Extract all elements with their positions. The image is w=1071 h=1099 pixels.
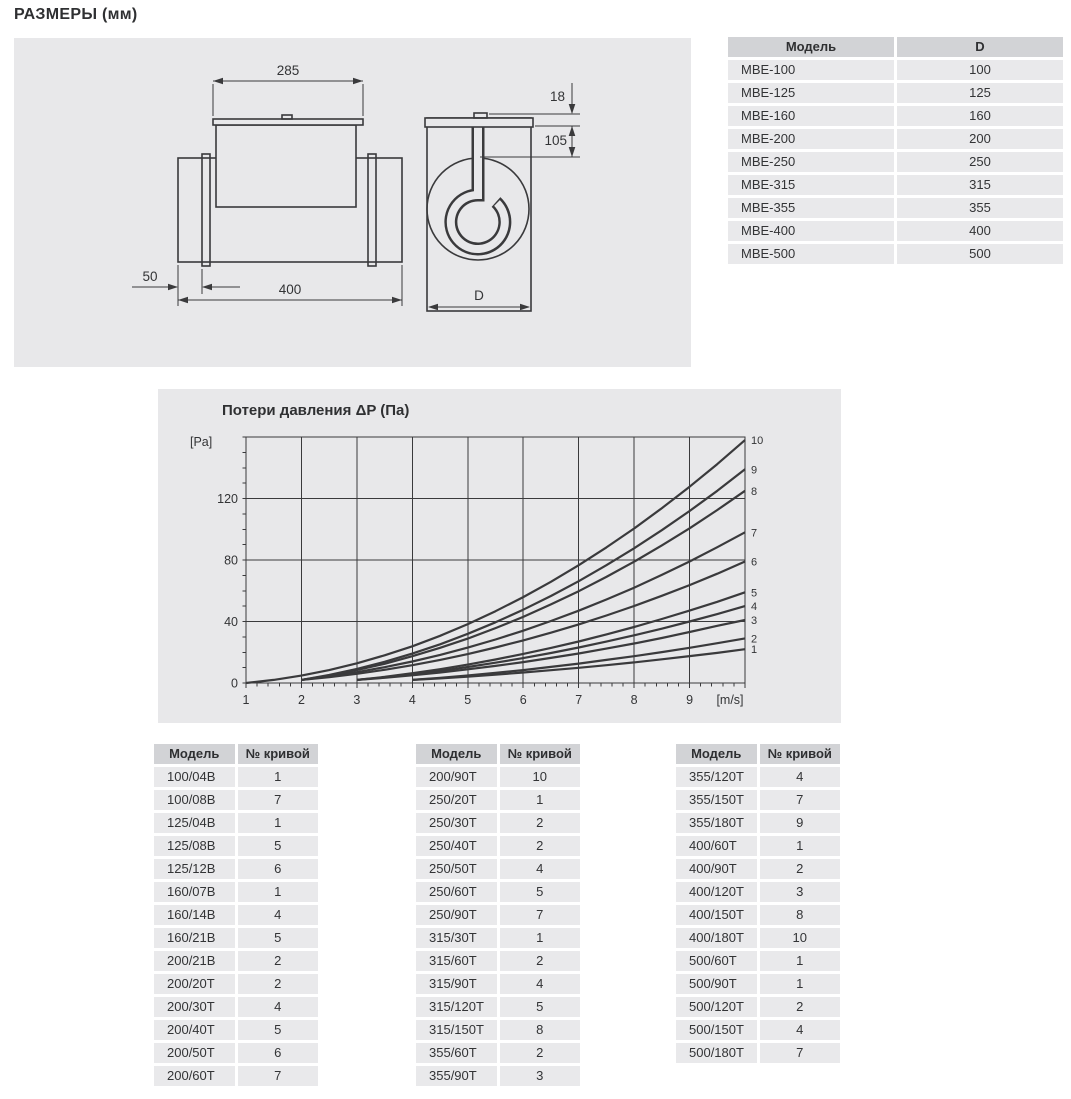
dimension-105 xyxy=(480,126,580,157)
curve-number-cell: 8 xyxy=(500,1020,581,1040)
model-cell: 315/120Т xyxy=(416,997,497,1017)
model-cell: 200/50Т xyxy=(154,1043,235,1063)
table-row xyxy=(416,951,580,971)
table-row xyxy=(676,767,840,787)
x-tick-label: 5 xyxy=(464,693,472,707)
model-cell: 315/150Т xyxy=(416,1020,497,1040)
curve-label-9: 9 xyxy=(751,464,758,477)
model-cell: 200/21В xyxy=(154,951,235,971)
model-cell: 160/07В xyxy=(154,882,235,902)
dim-label-18: 18 xyxy=(549,89,565,104)
x-tick-label: 6 xyxy=(519,693,527,707)
curve-number-cell: 400 xyxy=(897,221,1063,241)
table-row xyxy=(416,974,580,994)
model-cell: 315/90Т xyxy=(416,974,497,994)
table-row xyxy=(676,997,840,1017)
column-header: Модель xyxy=(728,37,894,57)
curve-number-cell: 1 xyxy=(238,882,319,902)
column-header: № кривой xyxy=(238,744,319,764)
model-cell: 355/150Т xyxy=(676,790,757,810)
curve-number-cell: 2 xyxy=(760,997,841,1017)
model-cell: 200/90Т xyxy=(416,767,497,787)
model-cell: 500/150Т xyxy=(676,1020,757,1040)
curve-label-1: 1 xyxy=(751,644,758,657)
curve-table-left xyxy=(151,741,321,1089)
model-cell: МВЕ-355 xyxy=(728,198,894,218)
y-tick-label: 120 xyxy=(217,492,238,506)
curve-number-cell: 2 xyxy=(500,951,581,971)
table-row xyxy=(416,882,580,902)
curve-number-cell: 1 xyxy=(238,813,319,833)
model-cell: МВЕ-200 xyxy=(728,129,894,149)
table-row xyxy=(154,790,318,810)
model-cell: 250/20Т xyxy=(416,790,497,810)
curve-number-cell: 355 xyxy=(897,198,1063,218)
models-dimensions-table xyxy=(725,34,1066,267)
terminal-box xyxy=(216,125,356,207)
model-cell: 355/180Т xyxy=(676,813,757,833)
model-cell: 400/90Т xyxy=(676,859,757,879)
table-row xyxy=(154,859,318,879)
table-row xyxy=(676,859,840,879)
curve-number-cell: 3 xyxy=(500,1066,581,1086)
model-cell: 125/04В xyxy=(154,813,235,833)
end-lid xyxy=(425,118,533,127)
curve-number-cell: 160 xyxy=(897,106,1063,126)
table-row xyxy=(728,106,1063,126)
x-tick-label: 4 xyxy=(408,693,416,707)
dimension-D xyxy=(428,288,530,310)
x-tick-label: 3 xyxy=(353,693,361,707)
pressure-loss-chart xyxy=(158,389,841,723)
model-cell: 315/30Т xyxy=(416,928,497,948)
table-row xyxy=(676,813,840,833)
table-row xyxy=(416,997,580,1017)
model-cell: 500/60Т xyxy=(676,951,757,971)
model-cell: МВЕ-160 xyxy=(728,106,894,126)
dimension-50 xyxy=(132,269,240,294)
curve-number-cell: 200 xyxy=(897,129,1063,149)
curve-number-cell: 10 xyxy=(760,928,841,948)
chart-curve-4 xyxy=(357,606,745,680)
y-tick-label: 80 xyxy=(224,553,238,568)
column-header: Модель xyxy=(416,744,497,764)
data-table xyxy=(151,741,321,1089)
curve-number-cell: 4 xyxy=(238,905,319,925)
curve-table-right xyxy=(673,741,843,1066)
table-row xyxy=(676,790,840,810)
curve-number-cell: 5 xyxy=(238,1020,319,1040)
table-row xyxy=(676,928,840,948)
curve-number-cell: 1 xyxy=(760,951,841,971)
x-axis-unit-label: [m/s] xyxy=(716,693,744,707)
x-tick-label: 7 xyxy=(575,693,583,707)
curve-number-cell: 7 xyxy=(760,790,841,810)
table-row xyxy=(416,859,580,879)
curve-number-cell: 3 xyxy=(760,882,841,902)
model-cell: 250/30Т xyxy=(416,813,497,833)
curve-number-cell: 5 xyxy=(500,997,581,1017)
model-cell: 100/08В xyxy=(154,790,235,810)
table-row xyxy=(416,928,580,948)
flange-ring-left xyxy=(202,154,210,266)
dim-label-285: 285 xyxy=(276,63,300,78)
table-row xyxy=(728,152,1063,172)
curve-label-2: 2 xyxy=(751,633,758,646)
dimensions-drawing-panel xyxy=(14,38,691,367)
model-cell: МВЕ-400 xyxy=(728,221,894,241)
curve-number-cell: 8 xyxy=(760,905,841,925)
curve-number-cell: 500 xyxy=(897,244,1063,264)
table-row xyxy=(728,60,1063,80)
curve-number-cell: 100 xyxy=(897,60,1063,80)
table-row xyxy=(728,221,1063,241)
curve-number-cell: 7 xyxy=(760,1043,841,1063)
x-tick-label: 2 xyxy=(297,693,305,707)
table-row xyxy=(154,767,318,787)
table-row xyxy=(154,836,318,856)
table-row xyxy=(416,813,580,833)
table-row xyxy=(154,997,318,1017)
chart-title: Потери давления ΔP (Па) xyxy=(222,402,410,419)
table-row xyxy=(154,974,318,994)
dim-label-105: 105 xyxy=(544,133,567,148)
table-row xyxy=(728,129,1063,149)
model-cell: 355/90Т xyxy=(416,1066,497,1086)
column-header: № кривой xyxy=(760,744,841,764)
model-cell: 200/40Т xyxy=(154,1020,235,1040)
model-cell: 250/40Т xyxy=(416,836,497,856)
duct-heater-drawing xyxy=(14,38,691,367)
table-row xyxy=(416,905,580,925)
curve-number-cell: 7 xyxy=(238,790,319,810)
data-table xyxy=(725,34,1066,267)
model-cell: 125/12В xyxy=(154,859,235,879)
curve-number-cell: 4 xyxy=(760,1020,841,1040)
model-cell: 400/60Т xyxy=(676,836,757,856)
curve-number-cell: 7 xyxy=(238,1066,319,1086)
model-cell: 250/90Т xyxy=(416,905,497,925)
x-tick-label: 1 xyxy=(242,693,250,707)
model-cell: 125/08В xyxy=(154,836,235,856)
table-row xyxy=(154,951,318,971)
curve-number-cell: 6 xyxy=(238,1043,319,1063)
table-row xyxy=(728,198,1063,218)
curve-number-cell: 4 xyxy=(500,859,581,879)
model-cell: 200/60Т xyxy=(154,1066,235,1086)
curve-number-cell: 1 xyxy=(238,767,319,787)
table-row xyxy=(728,175,1063,195)
model-cell: 250/50Т xyxy=(416,859,497,879)
terminal-box-lid xyxy=(213,119,363,125)
curve-table-middle xyxy=(413,741,583,1089)
column-header: Модель xyxy=(676,744,757,764)
model-cell: 160/14В xyxy=(154,905,235,925)
curve-number-cell: 1 xyxy=(760,974,841,994)
curve-number-cell: 5 xyxy=(500,882,581,902)
model-cell: 315/60Т xyxy=(416,951,497,971)
model-cell: 355/120Т xyxy=(676,767,757,787)
model-cell: 500/120Т xyxy=(676,997,757,1017)
dim-label-50: 50 xyxy=(142,269,158,284)
curve-number-cell: 4 xyxy=(760,767,841,787)
curve-number-cell: 2 xyxy=(760,859,841,879)
curve-label-5: 5 xyxy=(751,587,758,600)
column-header: D xyxy=(897,37,1063,57)
model-cell: 500/180Т xyxy=(676,1043,757,1063)
x-tick-label: 9 xyxy=(686,693,694,707)
model-cell: 500/90Т xyxy=(676,974,757,994)
curve-number-cell: 7 xyxy=(500,905,581,925)
page-title: РАЗМЕРЫ (мм) xyxy=(14,6,138,23)
table-row xyxy=(676,1020,840,1040)
table-row xyxy=(676,951,840,971)
column-header: Модель xyxy=(154,744,235,764)
curve-label-10: 10 xyxy=(751,435,764,448)
curve-number-cell: 1 xyxy=(500,790,581,810)
model-cell: 200/20Т xyxy=(154,974,235,994)
model-cell: 160/21В xyxy=(154,928,235,948)
model-cell: 400/180Т xyxy=(676,928,757,948)
model-cell: МВЕ-315 xyxy=(728,175,894,195)
curve-number-cell: 6 xyxy=(238,859,319,879)
model-cell: 200/30Т xyxy=(154,997,235,1017)
model-cell: МВЕ-100 xyxy=(728,60,894,80)
column-header: № кривой xyxy=(500,744,581,764)
table-row xyxy=(416,1020,580,1040)
table-row xyxy=(676,882,840,902)
curve-number-cell: 2 xyxy=(500,1043,581,1063)
curve-label-3: 3 xyxy=(751,614,758,627)
table-row xyxy=(154,1043,318,1063)
data-table xyxy=(673,741,843,1066)
table-row xyxy=(154,1066,318,1086)
dim-label-400: 400 xyxy=(278,282,302,297)
curve-number-cell: 10 xyxy=(500,767,581,787)
table-row xyxy=(154,1020,318,1040)
curve-number-cell: 1 xyxy=(760,836,841,856)
model-cell: 250/60Т xyxy=(416,882,497,902)
model-cell: 100/04В xyxy=(154,767,235,787)
y-tick-label: 0 xyxy=(231,676,238,691)
end-lid-nub xyxy=(474,113,487,118)
curve-number-cell: 5 xyxy=(238,928,319,948)
curve-label-6: 6 xyxy=(751,556,758,569)
data-table xyxy=(413,741,583,1089)
table-row xyxy=(676,974,840,994)
curve-label-4: 4 xyxy=(751,601,758,614)
table-row xyxy=(676,836,840,856)
table-row xyxy=(154,882,318,902)
table-row xyxy=(676,1043,840,1063)
table-row xyxy=(676,905,840,925)
table-row xyxy=(154,905,318,925)
table-row xyxy=(728,244,1063,264)
model-cell: 400/120Т xyxy=(676,882,757,902)
curve-number-cell: 125 xyxy=(897,83,1063,103)
table-row xyxy=(416,1043,580,1063)
y-axis-unit-label: [Pa] xyxy=(190,435,213,449)
curve-label-7: 7 xyxy=(751,527,758,540)
flange-ring-right xyxy=(368,154,376,266)
lid-nub xyxy=(282,115,292,119)
curve-number-cell: 5 xyxy=(238,836,319,856)
model-cell: 355/60Т xyxy=(416,1043,497,1063)
table-row xyxy=(416,790,580,810)
table-row xyxy=(154,928,318,948)
curve-number-cell: 1 xyxy=(500,928,581,948)
y-tick-label: 40 xyxy=(224,615,238,629)
curve-number-cell: 4 xyxy=(500,974,581,994)
curve-number-cell: 4 xyxy=(238,997,319,1017)
dim-label-D: D xyxy=(474,288,484,303)
x-tick-label: 8 xyxy=(630,693,638,707)
table-row xyxy=(416,1066,580,1086)
model-cell: 400/150Т xyxy=(676,905,757,925)
curve-number-cell: 2 xyxy=(238,974,319,994)
curve-number-cell: 250 xyxy=(897,152,1063,172)
curve-number-cell: 2 xyxy=(500,836,581,856)
table-row xyxy=(416,836,580,856)
dimension-285 xyxy=(213,63,363,116)
table-row xyxy=(728,83,1063,103)
curve-number-cell: 315 xyxy=(897,175,1063,195)
curve-number-cell: 2 xyxy=(500,813,581,833)
model-cell: МВЕ-250 xyxy=(728,152,894,172)
curve-number-cell: 2 xyxy=(238,951,319,971)
pressure-loss-chart-panel xyxy=(158,389,841,723)
curve-label-8: 8 xyxy=(751,485,758,498)
model-cell: МВЕ-500 xyxy=(728,244,894,264)
model-cell: МВЕ-125 xyxy=(728,83,894,103)
curve-number-cell: 9 xyxy=(760,813,841,833)
end-view xyxy=(425,83,580,311)
table-row xyxy=(416,767,580,787)
side-view xyxy=(132,63,402,306)
table-row xyxy=(154,813,318,833)
